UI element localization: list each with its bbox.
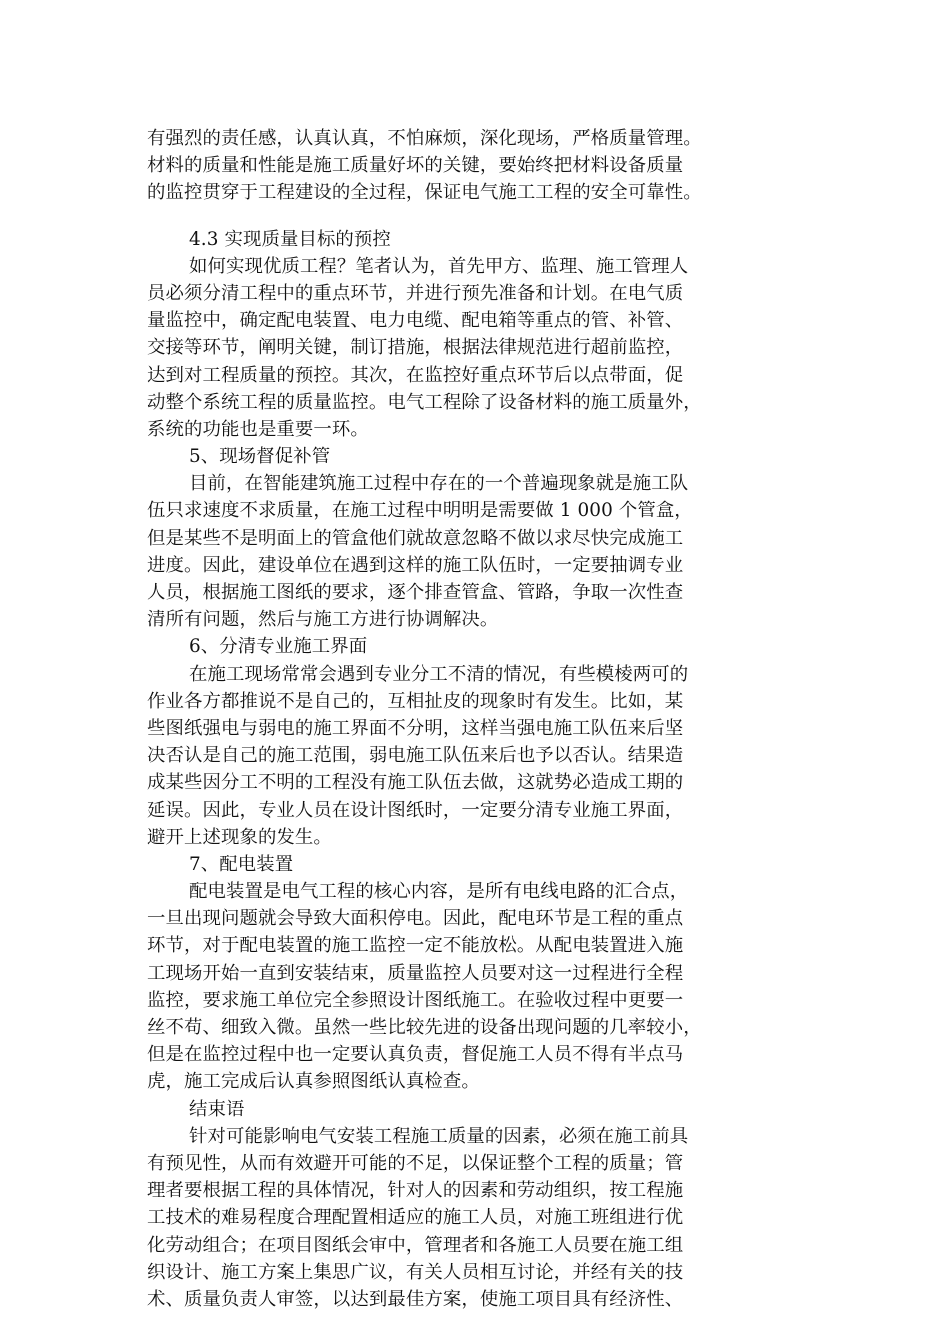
text-line: 交接等环节，阐明关键，制订措施，根据法律规范进行超前监控，: [147, 337, 684, 359]
text-line: 成某些因分工不明的工程没有施工队伍去做，这就势必造成工期的: [147, 772, 684, 794]
section-heading: 6、分清专业施工界面: [189, 636, 368, 658]
text-line: 术、质量负责人审签，以达到最佳方案，使施工项目具有经济性、: [147, 1288, 684, 1310]
text-line: 避开上述现象的发生。: [147, 826, 332, 848]
section-heading: 结束语: [189, 1098, 245, 1120]
text-line: 针对可能影响电气安装工程施工质量的因素，必须在施工前具: [189, 1125, 689, 1147]
text-line: 丝不苟、细致入微。虽然一些比较先进的设备出现问题的几率较小，: [147, 1017, 702, 1038]
section-7: [147, 851, 809, 1096]
text-line: 伍只求速度不求质量，在施工过程中明明是需要做 1 000 个管盒，: [147, 500, 693, 522]
section-conclusion: [147, 1096, 809, 1314]
document-body: [147, 125, 809, 1313]
section-heading: 4.3 实现质量目标的预控: [189, 228, 391, 250]
section-heading: 5、现场督促补管: [189, 446, 331, 468]
section-heading: 7、配电装置: [189, 853, 294, 875]
text-line: 进度。因此，建设单位在遇到这样的施工队伍时，一定要抽调专业: [147, 554, 684, 576]
text-line: 决否认是自己的施工范围，弱电施工队伍来后也予以否认。结果造: [147, 745, 684, 767]
text-line: 达到对工程质量的预控。其次，在监控好重点环节后以点带面，促: [147, 364, 684, 386]
text-line: 如何实现优质工程？笔者认为，首先甲方、监理、施工管理人: [189, 255, 689, 277]
text-line: 些图纸强电与弱电的施工界面不分明，这样当强电施工队伍来后坚: [147, 717, 684, 739]
text-line: 清所有问题，然后与施工方进行协调解决。: [147, 609, 499, 631]
text-line: 监控，要求施工单位完全参照设计图纸施工。在验收过程中更要一: [147, 989, 684, 1011]
text-line: 人员，根据施工图纸的要求，逐个排查管盒、管路，争取一次性查: [147, 582, 684, 603]
text-line: 工技术的难易程度合理配置相适应的施工人员，对施工班组进行优: [147, 1207, 684, 1229]
text-line: 材料的质量和性能是施工质量好坏的关键，要始终把材料设备质量: [147, 155, 684, 177]
text-line: 有强烈的责任感，认真认真，不怕麻烦，深化现场，严格质量管理。: [147, 128, 702, 149]
text-line: 有预见性，从而有效避开可能的不足，以保证整个工程的质量；管: [147, 1152, 684, 1174]
text-line: 的监控贯穿于工程建设的全过程，保证电气施工工程的安全可靠性。: [147, 182, 702, 204]
text-line: 化劳动组合；在项目图纸会审中，管理者和各施工人员要在施工组: [147, 1234, 684, 1256]
text-line: 量监控中，确定配电装置、电力电缆、配电箱等重点的管、补管、: [147, 310, 684, 332]
text-line: 理者要根据工程的具体情况，针对人的因素和劳动组织，按工程施: [147, 1180, 684, 1202]
text-line: 一旦出现问题就会导致大面积停电。因此，配电环节是工程的重点: [147, 908, 684, 930]
text-line: 配电装置是电气工程的核心内容，是所有电线电路的汇合点，: [189, 881, 689, 903]
section-4-3: [147, 226, 809, 444]
text-line: 但是在监控过程中也一定要认真负责，督促施工人员不得有半点马: [147, 1044, 684, 1066]
text-line: 延误。因此，专业人员在设计图纸时，一定要分清专业施工界面，: [147, 799, 684, 821]
text-line: 虎，施工完成后认真参照图纸认真检查。: [147, 1071, 480, 1093]
text-line: 员必须分清工程中的重点环节，并进行预先准备和计划。在电气质: [147, 282, 684, 304]
text-line: 织设计、施工方案上集思广议，有关人员相互讨论，并经有关的技: [147, 1261, 684, 1283]
text-line: 工现场开始一直到安装结束，质量监控人员要对这一过程进行全程: [147, 962, 684, 984]
text-line: 目前，在智能建筑施工过程中存在的一个普遍现象就是施工队: [189, 473, 689, 495]
intro-paragraph: [147, 125, 809, 207]
text-line: 在施工现场常常会遇到专业分工不清的情况，有些模棱两可的: [189, 663, 689, 685]
text-line: 环节，对于配电装置的施工监控一定不能放松。从配电装置进入施: [147, 935, 684, 957]
text-line: 系统的功能也是重要一环。: [147, 418, 369, 440]
text-line: 但是某些不是明面上的管盒他们就故意忽略不做以求尽快完成施工: [147, 527, 684, 549]
section-6: [147, 633, 809, 851]
section-5: [147, 443, 809, 633]
text-line: 动整个系统工程的质量监控。电气工程除了设备材料的施工质量外，: [147, 391, 702, 413]
text-line: 作业各方都推说不是自己的，互相扯皮的现象时有发生。比如，某: [147, 690, 684, 712]
